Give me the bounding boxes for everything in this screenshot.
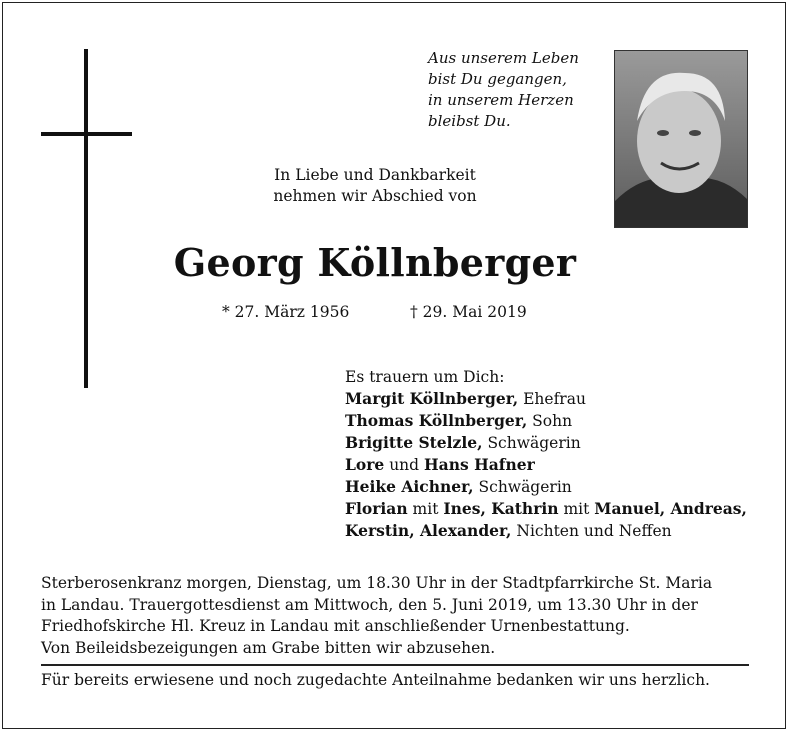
service-line: Sterberosenkranz morgen, Dienstag, um 18.30 Uhr in der Stadtpfarrkirche St. Maria [41, 574, 713, 592]
mourner-name: Thomas Köllnberger, [345, 411, 528, 430]
mourner-relation: Nichten und Neffen [511, 522, 672, 540]
mourner-line [345, 520, 747, 542]
mourner-relation: mit [407, 500, 444, 518]
mourner-relation: Schwägerin [482, 434, 581, 452]
mourner-name: Brigitte Stelzle, [345, 433, 483, 452]
service-line: in Landau. Trauergottesdienst am Mittwoch, den 5. Juni 2019, um 13.30 Uhr in der [41, 595, 698, 614]
mourner-name: Kerstin, Alexander, [345, 521, 512, 540]
birth-date: * 27. März 1956 [222, 303, 350, 321]
intro-text: In Liebe und Dankbarkeit nehmen wir Abschied von [273, 166, 477, 205]
mourner-relation: Schwägerin [473, 478, 572, 496]
mourner-line [345, 454, 747, 476]
verse: Aus unserem Leben bist Du gegangen, in unserem Herzen bleibst Du. [428, 49, 579, 130]
deceased-name: Georg Köllnberger [173, 240, 577, 285]
service-line: Friedhofskirche Hl. Kreuz in Landau mit anschließender Urnenbestattung. [41, 617, 630, 635]
mourner-line [345, 410, 747, 432]
mourner-line [345, 388, 747, 410]
mourner-line [345, 476, 747, 498]
mourner-relation: und [384, 456, 425, 474]
cross-icon [84, 49, 88, 388]
mourner-name: Florian [345, 499, 408, 518]
mourner-name: Margit Köllnberger, [345, 389, 519, 408]
death-date: † 29. Mai 2019 [410, 303, 527, 321]
mourner-line [345, 498, 747, 520]
mourners-list [345, 367, 747, 542]
mourner-relation: mit [558, 500, 595, 518]
divider [41, 664, 749, 666]
portrait-photo [614, 50, 748, 228]
mourner-name: Ines, Kathrin [443, 499, 559, 518]
mourner-relation: Sohn [527, 412, 573, 430]
mourner-name: Lore [345, 455, 385, 474]
service-line: Von Beileidsbezeigungen am Grabe bitten wir abzusehen. [41, 638, 496, 657]
mourner-line [345, 432, 747, 454]
mourner-name: Heike Aichner, [345, 477, 474, 496]
service-info [41, 573, 753, 659]
mourner-name: Manuel, Andreas, [594, 499, 747, 518]
cross-icon-bar [41, 132, 132, 136]
portrait-photo-icon [615, 51, 748, 228]
mourner-name: Hans Hafner [424, 455, 535, 474]
mourners-heading: Es trauern um Dich: [345, 368, 505, 386]
mourner-relation: Ehefrau [518, 390, 586, 408]
thanks-text: Für bereits erwiesene und noch zugedachte Anteilnahme bedanken wir uns herzlich. [41, 671, 710, 689]
